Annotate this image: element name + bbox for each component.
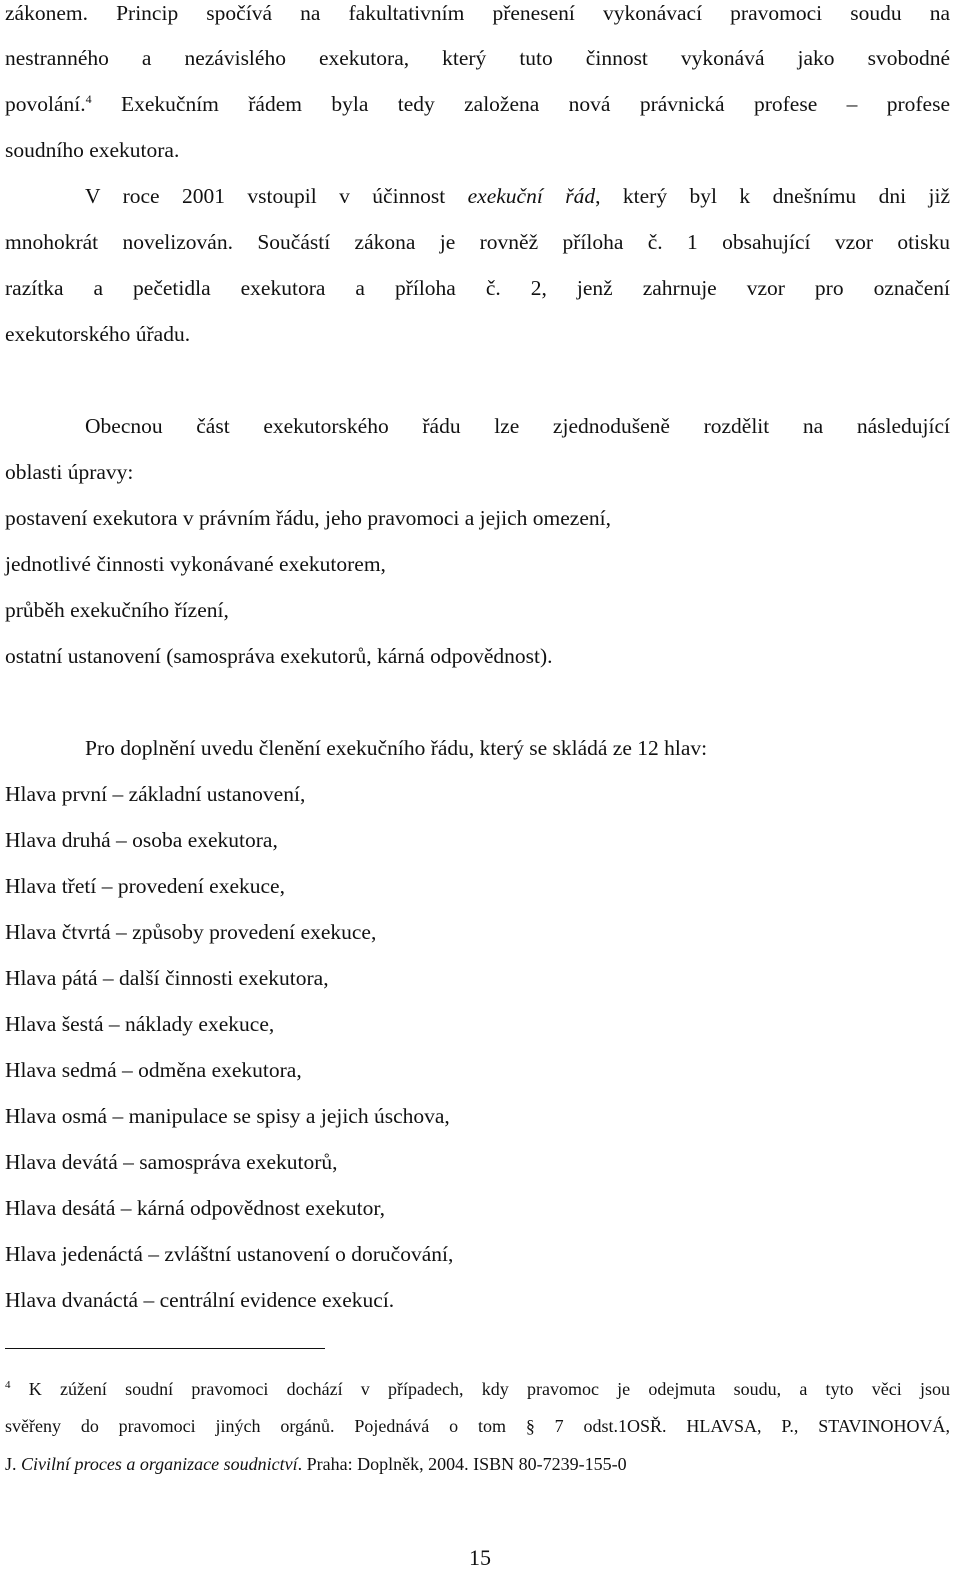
paragraph-2-line-3: razítka a pečetidla exekutora a příloha č. 2, jenž zahrnuje vzor pro označení — [5, 276, 950, 300]
chapter-list-item: Hlava druhá – osoba exekutora, — [5, 828, 278, 852]
footnote-line-1-text: K zúžení soudní pravomoci dochází v případech, kdy pravomoc je odejmuta soudu, a tyto věci jsou — [10, 1379, 950, 1399]
chapter-list-item: Hlava jedenáctá – zvláštní ustanovení o doručování, — [5, 1242, 454, 1266]
footnote-mark: 4 — [5, 1379, 11, 1391]
chapter-list-item: Hlava sedmá – odměna exekutora, — [5, 1058, 302, 1082]
footnote-line-3-end: . Praha: Doplněk, 2004. ISBN 80-7239-155-0 — [297, 1454, 627, 1474]
paragraph-2-line-1 — [85, 183, 950, 209]
paragraph-2-line-1-end: , který byl k dnešnímu dni již — [595, 184, 951, 208]
chapter-list-item: Hlava devátá – samospráva exekutorů, — [5, 1150, 338, 1174]
list-item: postavení exekutora v právním řádu, jeho pravomoci a jejich omezení, — [5, 506, 611, 530]
page-number: 15 — [469, 1545, 491, 1570]
paragraph-3-line-1: Obecnou část exekutorského řádu lze zjednodušeně rozdělit na následující — [85, 414, 950, 438]
paragraph-1-line-3-start: povolání. — [5, 92, 86, 116]
list-item: ostatní ustanovení (samospráva exekutorů, kárná odpovědnost). — [5, 644, 553, 668]
chapter-list-item: Hlava osmá – manipulace se spisy a jejich úschova, — [5, 1104, 450, 1128]
chapter-list-item: Hlava čtvrtá – způsoby provedení exekuce, — [5, 920, 377, 944]
chapter-list-item: Hlava desátá – kárná odpovědnost exekutor, — [5, 1196, 386, 1220]
paragraph-2-line-2: mnohokrát novelizován. Součástí zákona je rovněž příloha č. 1 obsahující vzor otisku — [5, 230, 950, 254]
chapter-list-item: Hlava pátá – další činnosti exekutora, — [5, 966, 329, 990]
chapter-list-item: Hlava šestá – náklady exekuce, — [5, 1012, 275, 1036]
paragraph-2-line-4: exekutorského úřadu. — [5, 322, 191, 346]
paragraph-3-line-2: oblasti úpravy: — [5, 460, 134, 484]
law-title-italic: exekuční řád — [467, 184, 596, 208]
paragraph-1-line-2: nestranného a nezávislého exekutora, který tuto činnost vykonává jako svobodné — [5, 46, 950, 70]
paragraph-1-line-1: zákonem. Princip spočívá na fakultativním přenesení vykonávací pravomoci soudu na — [5, 1, 950, 25]
chapter-list-item: Hlava dvanáctá – centrální evidence exekucí. — [5, 1288, 395, 1312]
footnote-line-1 — [5, 1376, 950, 1402]
paragraph-1-line-4: soudního exekutora. — [5, 138, 180, 162]
book-title-italic: Civilní proces a organizace soudnictví — [21, 1454, 298, 1474]
chapter-list-item: Hlava první – základní ustanovení, — [5, 782, 306, 806]
footnote-reference-4[interactable]: 4 — [85, 91, 92, 106]
chapter-list-item: Hlava třetí – provedení exekuce, — [5, 874, 285, 898]
list-item: průběh exekučního řízení, — [5, 598, 229, 622]
footnote-line-3-start: J. — [5, 1454, 22, 1474]
footnote-separator — [5, 1348, 325, 1349]
footnote-line-2: svěřeny do pravomoci jiných orgánů. Pojednává o tom § 7 odst.1OSŘ. HLAVSA, P., STAVINOHOVÁ, — [5, 1416, 950, 1436]
footnote-line-3 — [5, 1451, 950, 1477]
paragraph-1-line-3-end: Exekučním řádem byla tedy založena nová právnická profese – profese — [91, 92, 950, 116]
paragraph-1-line-3 — [5, 91, 950, 117]
list-item: jednotlivé činnosti vykonávané exekutorem, — [5, 552, 386, 576]
paragraph-2-line-1-start: V roce 2001 vstoupil v účinnost — [85, 184, 468, 208]
paragraph-4-intro: Pro doplnění uvedu členění exekučního řádu, který se skládá ze 12 hlav: — [85, 736, 708, 760]
